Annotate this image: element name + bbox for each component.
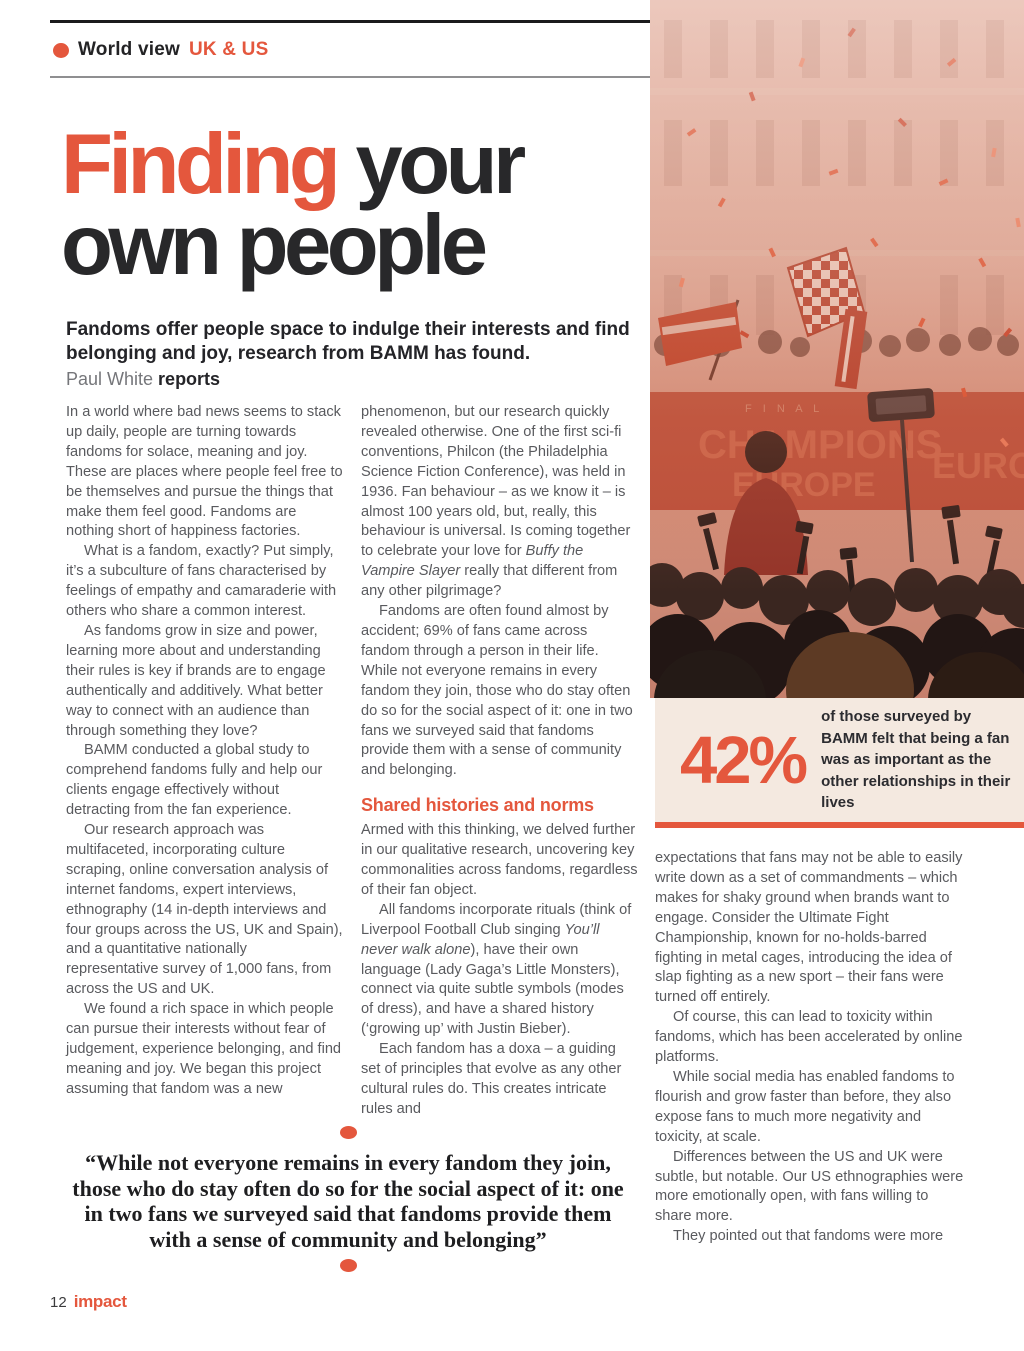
headline-line2: own people bbox=[61, 198, 484, 293]
body-paragraph: They pointed out that fandoms were more bbox=[673, 1228, 944, 1245]
quote-dot-top-icon bbox=[340, 1126, 357, 1139]
body-paragraph: We found a rich space in which people can pursue their interests without fear of judgement, experience belonging, and find meaning and joy. We began this project assuming that fandom was a new bbox=[66, 1001, 342, 1097]
page-footer bbox=[50, 1292, 127, 1312]
region-label: UK & US bbox=[188, 39, 269, 60]
body-paragraph: While social media has enabled fandoms to flourish and grow faster than before, they also expose fans to much more negativity and toxicity, at scale. bbox=[655, 1068, 955, 1145]
pull-quote-block bbox=[68, 1126, 628, 1277]
body-paragraph: Each fandom has a doxa – a guiding set of principles that evolve as any other cultural rules do. This creates intricate rules and bbox=[361, 1041, 622, 1117]
body-paragraph: Our research approach was multifaceted, incorporating culture scraping, online conversation analysis of internet fandoms, expert interviews, ethnography (14 in-depth interviews and four groups across the US, UK and Spain), and a quantitative nationally representative survey of 1,000 fans, from across the US and UK. bbox=[66, 822, 343, 998]
body-paragraph: As fandoms grow in size and power, learning more about and understanding their rules is key if brands are to engage authentically and additively. What better way to connect with an audience than through something they love? bbox=[66, 622, 326, 739]
kicker bbox=[53, 39, 268, 61]
quote-dot-bottom-icon bbox=[340, 1259, 357, 1272]
body-column-1 bbox=[66, 403, 343, 1100]
section-label: World view bbox=[78, 39, 180, 60]
body-column-3 bbox=[655, 849, 964, 1247]
stat-description: of those surveyed by BAMM felt that being a fan was as important as the other relationships in their lives bbox=[821, 708, 1011, 812]
magazine-logo: impact bbox=[73, 1292, 127, 1311]
crowd-photo bbox=[650, 0, 1024, 698]
body-paragraph: Fandoms are often found almost by accident; 69% of fans came across fandom through a person in their life. While not everyone remains in every fandom they join, those who do stay often do so for the social aspect of it: one in two fans we surveyed said that fandoms provide them with a sense of community and belonging. bbox=[361, 603, 633, 779]
body-column-2 bbox=[361, 403, 638, 1120]
stat-box bbox=[655, 698, 1024, 822]
stat-value: 42% bbox=[680, 722, 806, 798]
page-number: 12 bbox=[50, 1294, 67, 1311]
body-paragraph: phenomenon, but our research quickly revealed otherwise. One of the first sci-fi conventions, Philcon (the Philadelphia Science Fiction Conference), was held in 1936. Fan behaviour – as we know it – is almost 100 years old, but, really, this behaviour is universal. Is coming together to celebrate your love for Buffy the Vampire Slayer really that different from any other pilgrimage? bbox=[361, 404, 631, 600]
top-rule bbox=[50, 20, 651, 23]
headline-rest: your bbox=[336, 117, 522, 212]
body-paragraph: Armed with this thinking, we delved further in our qualitative research, uncovering key commonalities across fandoms, regardless of their fan object. bbox=[361, 822, 638, 898]
standfirst-text: Fandoms offer people space to indulge their interests and find belonging and joy, research from BAMM has found. bbox=[66, 319, 630, 364]
pull-quote-text: “While not everyone remains in every fandom they join, those who do stay often do so for the social aspect of it: one in two fans we surveyed said that fandoms provide them with a sense of community and belonging” bbox=[72, 1150, 624, 1252]
body-paragraph: Of course, this can lead to toxicity within fandoms, which has been accelerated by online platforms. bbox=[655, 1009, 963, 1066]
section-heading: Shared histories and norms bbox=[361, 795, 594, 816]
body-paragraph: expectations that fans may not be able to easily write down as a set of commandments – which makes for shaky ground when brands want to engage. Consider the Ultimate Fight Championship, known for no-holds-barred fighting in metal cages, introducing the idea of slap fighting as a new sport – their fans were turned off entirely. bbox=[655, 850, 963, 1006]
body-paragraph: In a world where bad news seems to stack up daily, people are turning towards fandoms for solace, meaning and joy. These are places where people feel free to be themselves and pursue the things that make them feel good. Fandoms are nothing short of happiness factories. bbox=[66, 404, 343, 540]
kicker-rule bbox=[50, 76, 651, 78]
stat-accent-bar bbox=[655, 822, 1024, 828]
byline-verb: reports bbox=[158, 369, 221, 389]
byline-name: Paul White bbox=[66, 369, 159, 389]
bullet-dot-icon bbox=[53, 43, 69, 58]
byline bbox=[66, 367, 644, 391]
crowd-photo-art bbox=[650, 0, 1024, 698]
body-paragraph: What is a fandom, exactly? Put simply, it’s a subculture of fans characterised by feelings of empathy and camaraderie with others who share a common interest. bbox=[66, 543, 337, 620]
body-paragraph: All fandoms incorporate rituals (think of Liverpool Football Club singing You’ll never walk alone), have their own language (Lady Gaga’s Little Monsters), connect via quite subtle symbols (modes of dress), and have a shared history (‘growing up’ with Justin Bieber). bbox=[361, 901, 632, 1038]
page-title bbox=[61, 117, 522, 293]
standfirst bbox=[66, 318, 644, 391]
headline-accent-word: Finding bbox=[61, 117, 337, 212]
body-paragraph: BAMM conducted a global study to comprehend fandoms fully and help our clients engage effectively without detracting from the fan experience. bbox=[66, 742, 323, 819]
body-paragraph: Differences between the US and UK were subtle, but notable. Our US ethnographies were more emotionally open, with fans willing to share more. bbox=[655, 1148, 964, 1225]
